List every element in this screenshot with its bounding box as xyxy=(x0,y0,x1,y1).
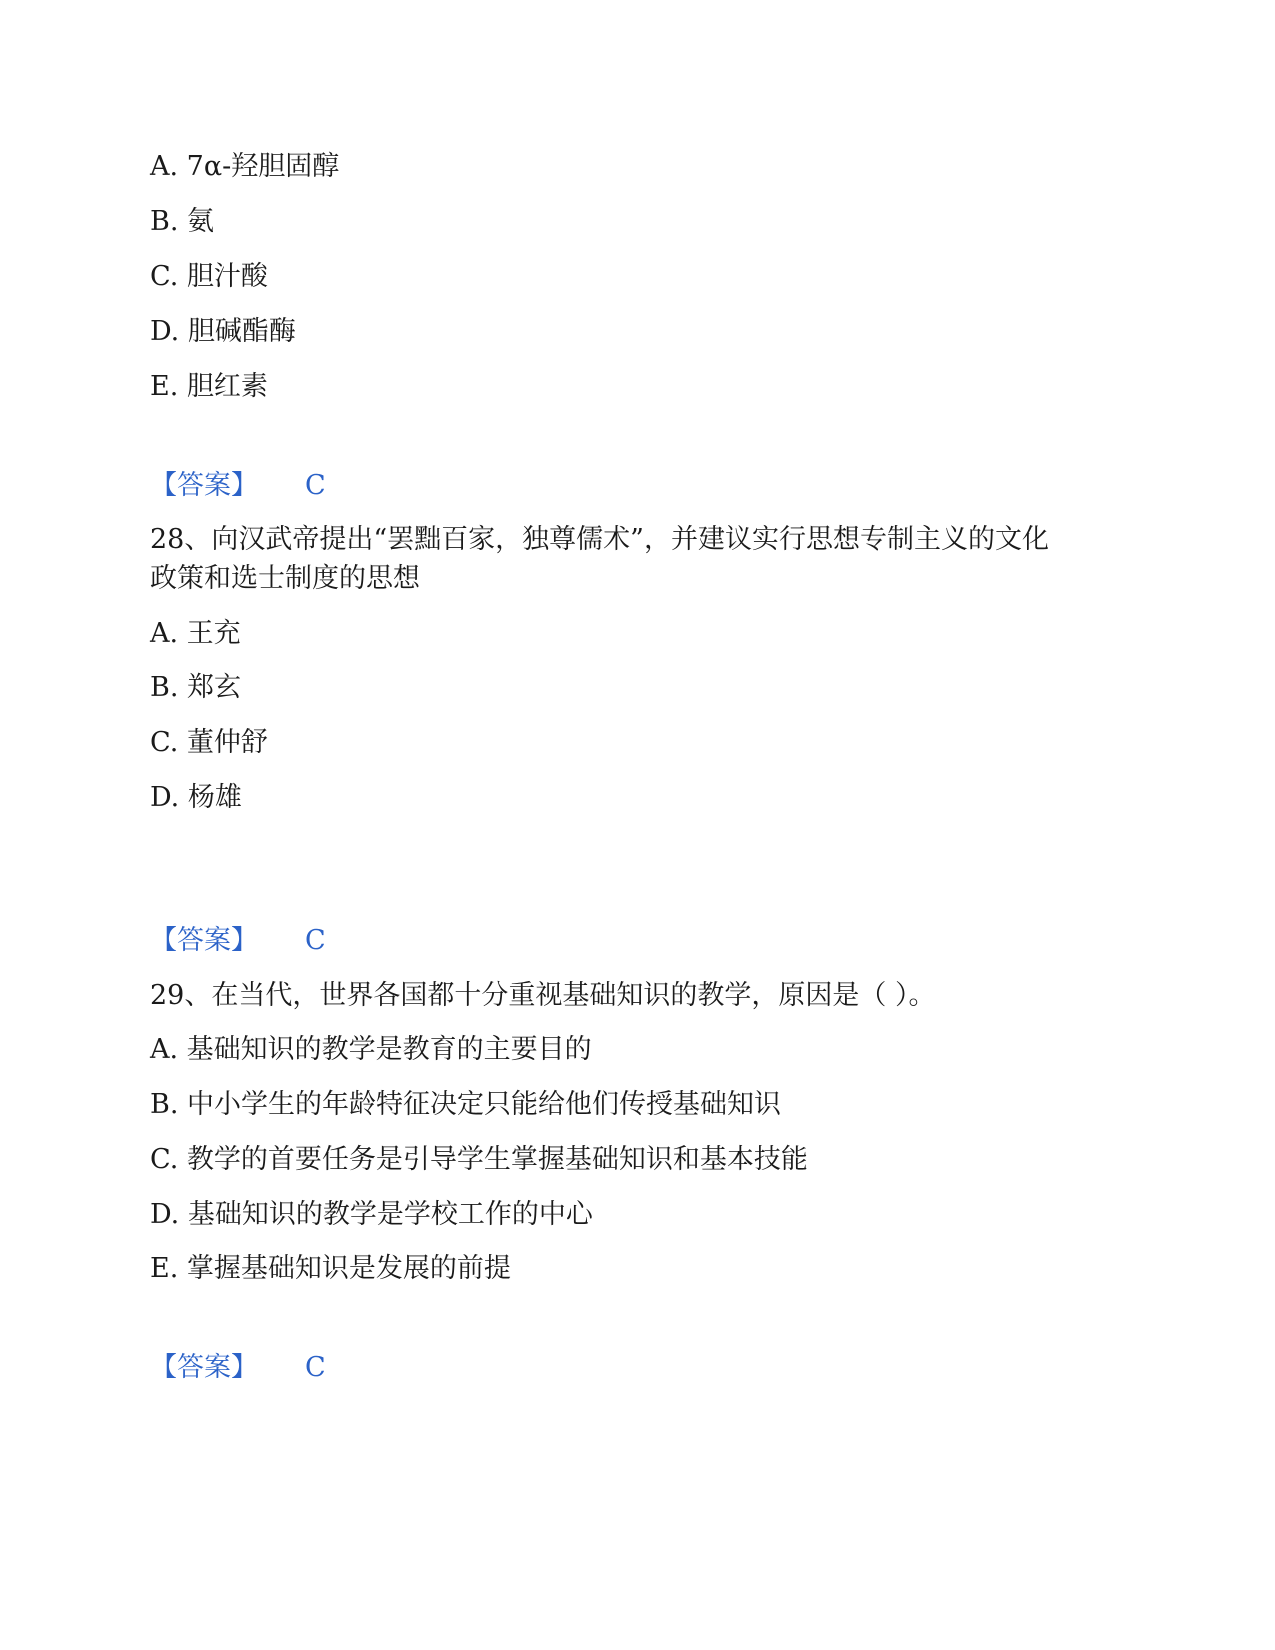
q28-stem-line2: 政策和选士制度的思想 xyxy=(150,563,420,594)
q29-stem: 29、在当代，世界各国都十分重视基础知识的教学，原因是（ ）。 xyxy=(150,980,936,1011)
q29-option-b: B. 中小学生的年龄特征决定只能给他们传授基础知识 xyxy=(150,1089,782,1120)
q28-option-a: A. 王充 xyxy=(150,618,241,649)
q29-option-c: C. 教学的首要任务是引导学生掌握基础知识和基本技能 xyxy=(150,1144,808,1175)
q28-option-d: D. 杨雄 xyxy=(150,782,242,813)
q29-answer-label: 【答案】 xyxy=(150,1352,258,1383)
q29-option-a: A. 基础知识的教学是教育的主要目的 xyxy=(150,1034,592,1065)
q29-answer-value: C xyxy=(305,1352,326,1383)
q28-option-c: C. 董仲舒 xyxy=(150,727,268,758)
q28-option-b: B. 郑玄 xyxy=(150,672,242,703)
q27-option-c: C. 胆汁酸 xyxy=(150,261,268,292)
q27-option-d: D. 胆碱酯酶 xyxy=(150,316,296,347)
q27-option-b: B. 氨 xyxy=(150,206,215,237)
q28-answer-label: 【答案】 xyxy=(150,925,258,956)
q29-option-d: D. 基础知识的教学是学校工作的中心 xyxy=(150,1199,593,1230)
q29-option-e: E. 掌握基础知识是发展的前提 xyxy=(150,1253,511,1284)
q28-answer-value: C xyxy=(305,925,326,956)
q27-answer-value: C xyxy=(305,470,326,501)
q28-stem-line1: 28、向汉武帝提出“罢黜百家，独尊儒术”，并建议实行思想专制主义的文化 xyxy=(150,524,1049,555)
q27-option-a: A. 7α-羟胆固醇 xyxy=(150,151,340,182)
q27-option-e: E. 胆红素 xyxy=(150,371,268,402)
q27-answer-label: 【答案】 xyxy=(150,470,258,501)
